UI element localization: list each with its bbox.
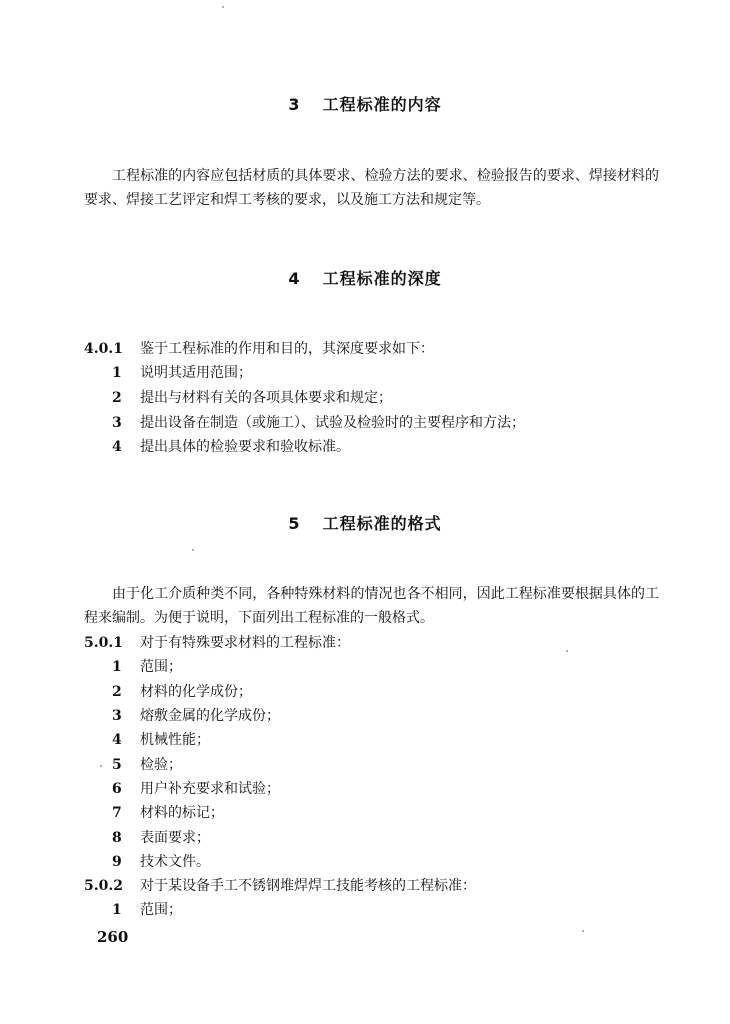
item-text: 用户补充要求和试验；: [140, 781, 280, 797]
item-number: 1: [112, 902, 122, 918]
item-number: 1: [112, 365, 122, 381]
item-text: 检验；: [140, 757, 182, 773]
scan-speck: [192, 549, 194, 551]
section-title: 工程标准的内容: [322, 95, 442, 114]
item-number: 1: [112, 659, 122, 675]
item-number: 7: [112, 805, 122, 821]
list-item: [112, 437, 350, 457]
item-text: 技术文件。: [140, 854, 210, 870]
list-item: [112, 828, 210, 848]
item-text: 范围；: [140, 902, 182, 918]
list-item: [112, 730, 210, 750]
item-text: 熔敷金属的化学成份；: [140, 708, 280, 724]
item-number: 2: [112, 684, 122, 700]
scan-speck: [222, 6, 224, 8]
item-text: 提出与材料有关的各项具体要求和规定；: [140, 390, 392, 406]
item-number: 6: [112, 781, 122, 797]
list-item: [112, 682, 252, 702]
paragraph-text: 由于化工介质种类不同，各种特殊材料的情况也各不相同，因此工程标准要根据具体的工程来编制。为便于说明，下面列出工程标准的一般格式。: [84, 586, 659, 626]
item-text: 提出具体的检验要求和验收标准。: [140, 439, 350, 455]
list-item: [112, 657, 182, 677]
item-number: 3: [112, 708, 122, 724]
section-4-heading: [0, 266, 730, 289]
item-text: 材料的化学成份；: [140, 684, 252, 700]
item-number: 8: [112, 830, 122, 846]
list-item: [112, 900, 182, 920]
item-number: 4: [112, 439, 122, 455]
list-item: [112, 706, 280, 726]
clause-5-0-1: [84, 633, 350, 653]
item-text: 表面要求；: [140, 830, 210, 846]
section-title: 工程标准的深度: [322, 269, 442, 288]
clause-number: 4.0.1: [84, 341, 123, 357]
clause-5-0-2: [84, 876, 476, 896]
clause-text: 对于某设备手工不锈钢堆焊焊工技能考核的工程标准：: [140, 878, 476, 894]
section-number: 5: [288, 514, 301, 533]
list-item: [112, 803, 224, 823]
clause-4-0-1: [84, 339, 434, 359]
item-number: 2: [112, 390, 122, 406]
clause-text: 对于有特殊要求材料的工程标准：: [140, 635, 350, 651]
item-text: 说明其适用范围；: [140, 365, 252, 381]
list-item: [112, 413, 525, 433]
section-3-heading: [0, 92, 730, 115]
clause-number: 5.0.1: [84, 635, 123, 651]
section-3-paragraph: [84, 164, 659, 212]
section-5-heading: [0, 511, 730, 534]
item-number: 5: [112, 757, 122, 773]
list-item: [112, 363, 252, 383]
section-number: 3: [288, 95, 301, 114]
list-item: [112, 852, 210, 872]
item-text: 材料的标记；: [140, 805, 224, 821]
page-number: 260: [97, 928, 129, 946]
list-item: [112, 755, 182, 775]
section-title: 工程标准的格式: [322, 514, 442, 533]
item-text: 提出设备在制造（或施工）、试验及检验时的主要程序和方法；: [140, 415, 525, 431]
scan-speck: [100, 765, 102, 767]
item-text: 范围；: [140, 659, 182, 675]
section-5-paragraph: [84, 582, 659, 630]
clause-text: 鉴于工程标准的作用和目的，其深度要求如下：: [140, 341, 434, 357]
list-item: [112, 388, 392, 408]
section-number: 4: [288, 269, 301, 288]
item-number: 9: [112, 854, 122, 870]
scan-speck: [566, 650, 568, 652]
list-item: [112, 779, 280, 799]
scan-speck: [582, 930, 584, 932]
paragraph-text: 工程标准的内容应包括材质的具体要求、检验方法的要求、检验报告的要求、焊接材料的要求、焊接工艺评定和焊工考核的要求，以及施工方法和规定等。: [84, 168, 659, 208]
item-number: 4: [112, 732, 122, 748]
clause-number: 5.0.2: [84, 878, 123, 894]
item-text: 机械性能；: [140, 732, 210, 748]
item-number: 3: [112, 415, 122, 431]
